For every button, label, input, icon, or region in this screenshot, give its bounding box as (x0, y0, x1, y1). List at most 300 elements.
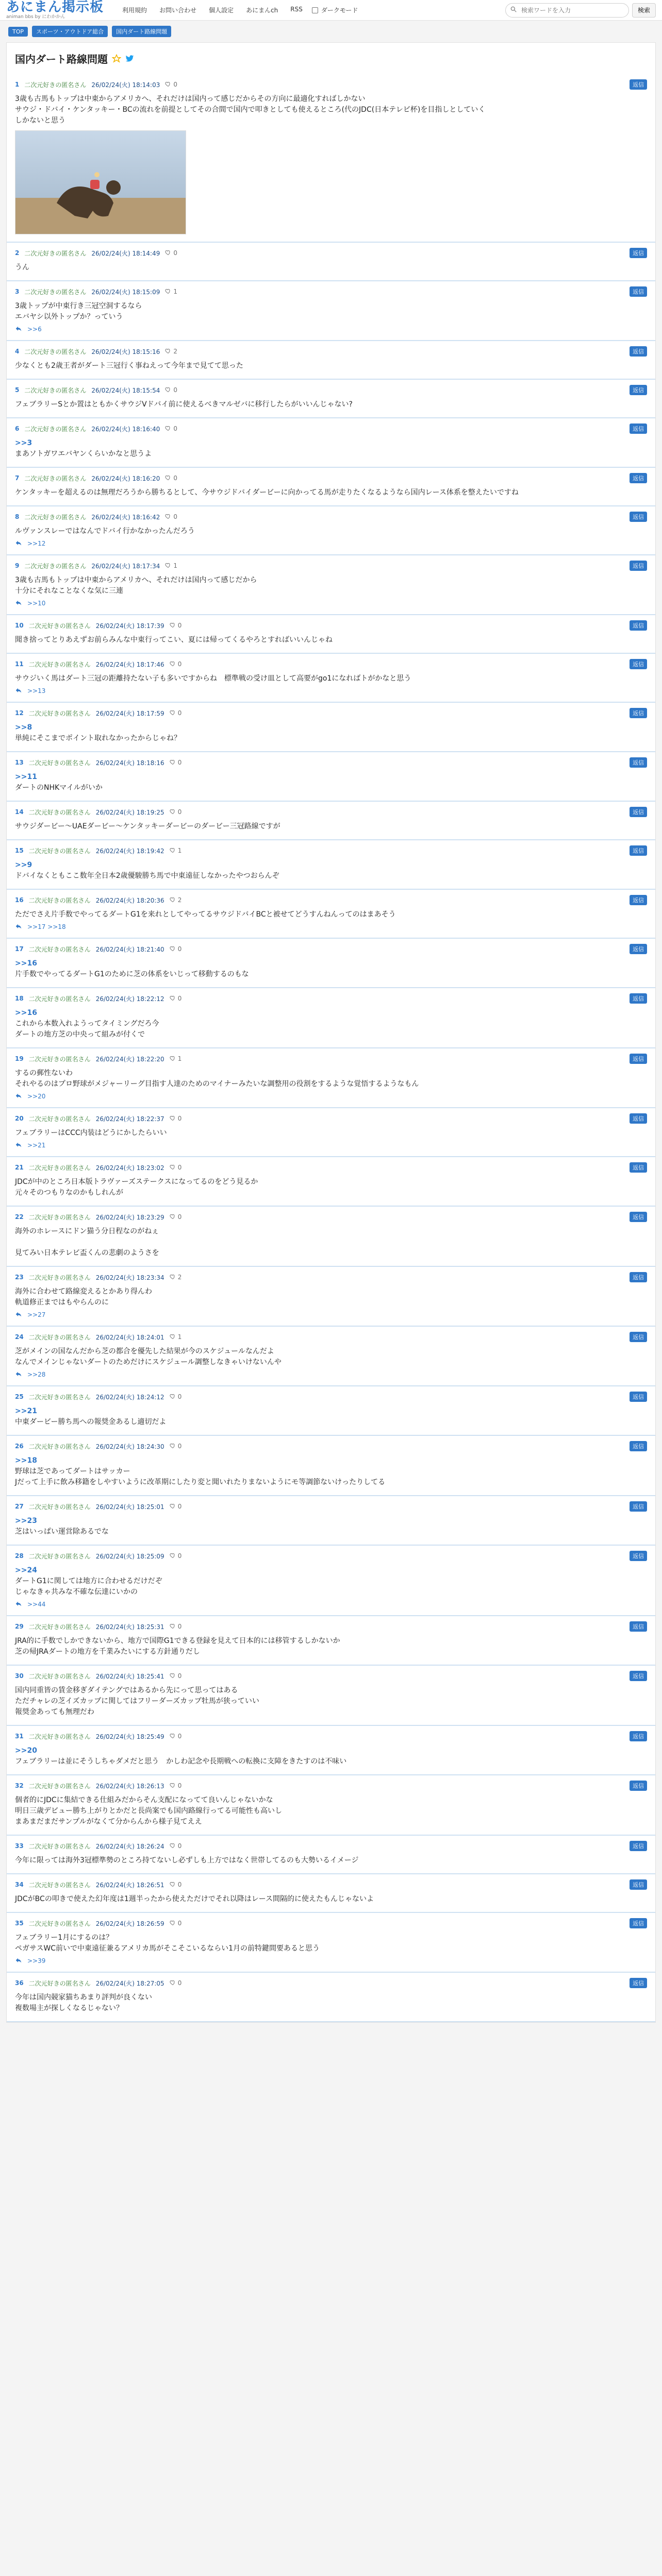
post-number[interactable]: 24 (15, 1333, 24, 1341)
post-text: 明日三歳デビュー勝ち上がりとかだと長尚案でも国内路線行ってる可能性も高いし (15, 1807, 282, 1815)
reply-area (630, 1978, 647, 1988)
post-list (7, 74, 655, 2022)
nav-settings[interactable]: 個人設定 (209, 7, 234, 14)
post (7, 468, 655, 506)
post-body (15, 301, 647, 323)
like-count: 0 (177, 1672, 182, 1680)
reply-button[interactable]: 返信 (630, 807, 647, 817)
post-number[interactable]: 23 (15, 1274, 24, 1281)
like-button[interactable] (170, 1552, 182, 1560)
post-number[interactable]: 15 (15, 847, 24, 854)
breadcrumb-top[interactable]: TOP (8, 27, 28, 37)
anchor-link[interactable]: >>8 (15, 723, 32, 732)
like-count: 1 (173, 288, 177, 295)
post-author: 二次元好きの匿名さん (28, 709, 91, 717)
post-header (15, 1731, 647, 1741)
like-button[interactable] (165, 348, 177, 355)
logo-subtext: animan bbs by にわかかん (6, 14, 65, 20)
reply-area (630, 1162, 647, 1173)
heart-icon (165, 386, 171, 394)
like-button[interactable] (170, 759, 182, 767)
post-date: 26/02/24(火) 18:26:59 (95, 1920, 164, 1927)
reply-button[interactable]: 返信 (630, 993, 647, 1004)
reply-button[interactable]: 返信 (630, 473, 647, 483)
post-header (15, 1621, 647, 1632)
post-author: 二次元好きの匿名さん (28, 1672, 91, 1680)
reply-button[interactable]: 返信 (630, 1879, 647, 1890)
reply-button[interactable]: 返信 (630, 423, 647, 434)
post (7, 243, 655, 281)
like-button[interactable] (170, 1164, 182, 1172)
reply-button[interactable]: 返信 (630, 346, 647, 357)
post-number[interactable]: 29 (15, 1623, 24, 1630)
reply-button[interactable]: 返信 (630, 1978, 647, 1988)
like-button[interactable] (170, 995, 182, 1003)
post (7, 1327, 655, 1386)
reply-button[interactable]: 返信 (630, 248, 647, 258)
post-number[interactable]: 20 (15, 1115, 24, 1122)
anchor-link[interactable]: >>16 (15, 1009, 37, 1017)
post-number[interactable]: 6 (15, 425, 20, 432)
post-author: 二次元好きの匿名さん (24, 249, 87, 257)
post-number[interactable]: 32 (15, 1782, 24, 1789)
reply-area (630, 659, 647, 669)
thread-container (6, 42, 656, 2023)
reply-button[interactable]: 返信 (630, 512, 647, 522)
post-date: 26/02/24(火) 18:22:37 (95, 1115, 164, 1123)
post-body (15, 1008, 647, 1040)
post-author: 二次元好きの匿名さん (28, 808, 91, 816)
heart-icon (165, 562, 171, 570)
reply-button[interactable]: 返信 (630, 659, 647, 669)
like-button[interactable] (170, 896, 182, 904)
like-button[interactable] (170, 945, 182, 953)
post-header (15, 1054, 647, 1064)
reply-button[interactable]: 返信 (630, 1162, 647, 1173)
search-input[interactable] (520, 6, 624, 14)
reply-button[interactable]: 返信 (630, 1841, 647, 1851)
post-number[interactable]: 12 (15, 709, 24, 717)
post-text: まあまだまだサンプルがなくて分からんから様子見てええ (15, 1818, 202, 1826)
reply-button[interactable]: 返信 (630, 895, 647, 905)
post-number[interactable]: 28 (15, 1552, 24, 1560)
reply-area (630, 385, 647, 395)
post-author: 二次元好きの匿名さん (24, 288, 87, 296)
reply-button[interactable]: 返信 (630, 1054, 647, 1064)
post-number[interactable]: 25 (15, 1393, 24, 1400)
post-author: 二次元好きの匿名さん (28, 1920, 91, 1927)
reply-links (15, 1093, 647, 1100)
reply-button[interactable]: 返信 (630, 1501, 647, 1512)
reply-anchors[interactable]: >>10 (27, 600, 46, 607)
post-header (15, 757, 647, 768)
reply-anchors[interactable]: >>17 >>18 (27, 923, 66, 930)
post-date: 26/02/24(火) 18:19:42 (95, 847, 164, 855)
post-header (15, 1332, 647, 1342)
post (7, 1836, 655, 1874)
anchor-link[interactable]: >>11 (15, 773, 37, 781)
reply-button[interactable]: 返信 (630, 561, 647, 571)
post-date: 26/02/24(火) 18:15:09 (91, 288, 160, 296)
post-date: 26/02/24(火) 18:16:42 (91, 513, 160, 521)
like-button[interactable] (165, 562, 177, 570)
heart-icon (170, 1164, 176, 1172)
reply-area (630, 1841, 647, 1851)
post-number[interactable]: 18 (15, 995, 24, 1002)
like-count: 0 (177, 1115, 182, 1122)
post-text: フェブラリー1月にするのは？ (15, 1934, 113, 1942)
heart-icon (165, 513, 171, 521)
post-number[interactable]: 21 (15, 1164, 24, 1171)
post-date: 26/02/24(火) 18:21:40 (95, 945, 164, 953)
post-number[interactable]: 2 (15, 249, 20, 257)
like-button[interactable] (165, 474, 177, 482)
post-header (15, 512, 647, 522)
post-number[interactable]: 16 (15, 896, 24, 904)
post-date: 26/02/24(火) 18:23:02 (95, 1164, 164, 1172)
reply-button[interactable]: 返信 (630, 1272, 647, 1282)
reply-area (630, 286, 647, 297)
post-body (15, 1128, 647, 1139)
post-header (15, 1441, 647, 1451)
like-button[interactable] (165, 288, 177, 296)
post-author: 二次元好きの匿名さん (28, 1213, 91, 1221)
reply-button[interactable]: 返信 (630, 1671, 647, 1681)
post-number[interactable]: 3 (15, 288, 20, 295)
reply-arrow-icon (15, 1601, 22, 1608)
post-number[interactable]: 27 (15, 1503, 24, 1510)
post-text: ただでさえ片手数でやってるダートG1を来れとしてやってるサウジドバイBCと被せてどうすんねんってのはまあそう (15, 910, 396, 919)
post-number[interactable]: 30 (15, 1672, 24, 1680)
page-title: 国内ダート路線問題 (15, 53, 108, 65)
post (7, 1108, 655, 1157)
post (7, 1616, 655, 1666)
post-text: フェブラリーSとか置はともかくサウジVドバイ前に使えるべきマルゼバに移行したらがいいんじゃない? (15, 400, 353, 409)
like-button[interactable] (170, 1881, 182, 1889)
anchor-link[interactable]: >>16 (15, 959, 37, 968)
reply-button[interactable]: 返信 (630, 1781, 647, 1791)
post-body (15, 1565, 647, 1598)
heart-icon (170, 759, 176, 767)
post-number[interactable]: 36 (15, 1979, 24, 1987)
post-author: 二次元好きの匿名さん (28, 622, 91, 630)
like-count: 1 (177, 1333, 182, 1341)
post-body (15, 958, 647, 980)
reply-button[interactable]: 返信 (630, 1441, 647, 1451)
post-author: 二次元好きの匿名さん (24, 81, 87, 89)
reply-area (630, 1879, 647, 1890)
reply-anchors[interactable]: >>39 (27, 1957, 46, 1964)
post-text: 芝はいっぱい運営除あるでな (15, 1528, 109, 1536)
post-number[interactable]: 7 (15, 474, 20, 482)
post-number[interactable]: 35 (15, 1920, 24, 1927)
anchor-link[interactable]: >>23 (15, 1517, 37, 1525)
reply-button[interactable]: 返信 (630, 1621, 647, 1632)
post-author: 二次元好きの匿名さん (28, 1623, 91, 1631)
post (7, 988, 655, 1048)
like-count: 0 (177, 622, 182, 629)
post-header (15, 473, 647, 483)
like-button[interactable] (170, 1672, 182, 1680)
post (7, 1386, 655, 1436)
thread-header (7, 43, 655, 74)
like-button[interactable] (165, 249, 177, 257)
post-text: これから本数入れようってタイミングだろ今 (15, 1020, 159, 1028)
nav-animanch[interactable]: あにまんch (246, 7, 278, 14)
anchor-link[interactable]: >>21 (15, 1407, 37, 1415)
reply-arrow-icon (15, 1311, 22, 1318)
post-number[interactable]: 13 (15, 759, 24, 766)
reply-button[interactable]: 返信 (630, 1212, 647, 1222)
reply-button[interactable]: 返信 (630, 1392, 647, 1402)
like-count: 2 (173, 348, 177, 355)
reply-arrow-icon (15, 1093, 22, 1100)
post-date: 26/02/24(火) 18:26:51 (95, 1881, 164, 1889)
reply-area (630, 561, 647, 571)
post-text: 野球は芝であってダートはサッカー (15, 1467, 130, 1476)
like-button[interactable] (170, 660, 182, 668)
post-body (15, 526, 647, 537)
reply-anchors[interactable]: >>27 (27, 1311, 46, 1318)
post-body (15, 1177, 647, 1198)
reply-button[interactable]: 返信 (630, 708, 647, 718)
post-text: フェブラリーはCCC内装はどうにかしたらいい (15, 1129, 167, 1137)
like-button[interactable] (170, 1443, 182, 1450)
post-date: 26/02/24(火) 18:25:49 (95, 1733, 164, 1740)
nav-rss[interactable]: RSS (290, 6, 303, 13)
post-header (15, 423, 647, 434)
like-button[interactable] (170, 1623, 182, 1631)
anchor-link[interactable]: >>18 (15, 1456, 37, 1465)
post-text: しかないと思う (15, 116, 65, 125)
post-date: 26/02/24(火) 18:22:12 (95, 995, 164, 1003)
like-button[interactable] (170, 1920, 182, 1927)
post-author: 二次元好きの匿名さん (28, 1055, 91, 1063)
reply-button[interactable]: 返信 (630, 1332, 647, 1342)
reply-area (630, 944, 647, 954)
post-author: 二次元好きの匿名さん (28, 847, 91, 855)
post-body (15, 438, 647, 460)
reply-anchors[interactable]: >>6 (27, 326, 42, 333)
reply-button[interactable]: 返信 (630, 1113, 647, 1124)
reply-button[interactable]: 返信 (630, 1918, 647, 1928)
like-button[interactable] (170, 1274, 182, 1281)
post (7, 615, 655, 654)
post-number[interactable]: 5 (15, 386, 20, 394)
like-button[interactable] (170, 1979, 182, 1987)
anchor-link[interactable]: >>3 (15, 439, 32, 447)
post-number[interactable]: 14 (15, 808, 24, 816)
reply-button[interactable]: 返信 (630, 286, 647, 297)
like-button[interactable] (170, 1055, 182, 1063)
post-text: エバヤシ以外トップか？っていう (15, 313, 123, 321)
nav-contact[interactable]: お問い合わせ (159, 7, 197, 14)
reply-links (15, 1957, 647, 1964)
reply-arrow-icon (15, 1371, 22, 1378)
star-icon[interactable] (112, 54, 121, 63)
reply-button[interactable]: 返信 (630, 1731, 647, 1741)
post (7, 1874, 655, 1913)
post-author: 二次元好きの匿名さん (28, 1274, 91, 1281)
post-author: 二次元好きの匿名さん (28, 1393, 91, 1401)
post-text: ただチャレの芝イズカップに関してはフリーダーズカップ牡馬が狭っていい (15, 1697, 259, 1705)
anchor-link[interactable]: >>24 (15, 1566, 37, 1574)
post-text: するの郵性ないわ (15, 1069, 73, 1077)
like-button[interactable] (165, 425, 177, 433)
post-date: 26/02/24(火) 18:17:46 (95, 660, 164, 668)
like-button[interactable] (165, 386, 177, 394)
like-button[interactable] (170, 1733, 182, 1740)
reply-anchors[interactable]: >>13 (27, 687, 46, 694)
post-number[interactable]: 19 (15, 1055, 24, 1062)
like-count: 0 (177, 808, 182, 816)
like-button[interactable] (170, 1503, 182, 1511)
like-button[interactable] (170, 1333, 182, 1341)
post-text: 今年は国内競家猫ちあまり評判が良くない (15, 1993, 152, 2002)
post-body (15, 772, 647, 793)
like-count: 0 (177, 709, 182, 717)
post (7, 1157, 655, 1207)
reply-area (630, 1501, 647, 1512)
like-count: 0 (173, 249, 177, 257)
post-date: 26/02/24(火) 18:25:41 (95, 1672, 164, 1680)
post-body (15, 1795, 647, 1827)
post-header (15, 807, 647, 817)
post-header (15, 659, 647, 669)
reply-button[interactable]: 返信 (630, 1551, 647, 1561)
like-count: 0 (177, 1782, 182, 1789)
post-author: 二次元好きの匿名さん (28, 660, 91, 668)
reply-button[interactable]: 返信 (630, 620, 647, 631)
reply-button[interactable]: 返信 (630, 385, 647, 395)
post-text: 国内同重皆の賃金移ぎダイテングではあるから先にって思ってはある (15, 1686, 238, 1694)
post-number[interactable]: 17 (15, 945, 24, 953)
reply-links (15, 923, 647, 930)
reply-anchors[interactable]: >>12 (27, 540, 46, 547)
post-author: 二次元好きの匿名さん (28, 896, 91, 904)
post-number[interactable]: 8 (15, 513, 20, 520)
share-bird-icon[interactable] (125, 54, 135, 63)
post-author: 二次元好きの匿名さん (28, 995, 91, 1003)
breadcrumb-thread[interactable]: 国内ダート路線問題 (112, 26, 171, 37)
reply-anchors[interactable]: >>44 (27, 1601, 46, 1608)
like-count: 2 (177, 1274, 182, 1281)
heart-icon (170, 995, 176, 1003)
post-date: 26/02/24(火) 18:22:20 (95, 1055, 164, 1063)
reply-links (15, 540, 647, 547)
post-author: 二次元好きの匿名さん (28, 1782, 91, 1790)
post (7, 506, 655, 555)
post-header (15, 1501, 647, 1512)
like-button[interactable] (170, 1115, 182, 1123)
like-button[interactable] (170, 808, 182, 816)
search-field[interactable] (505, 3, 629, 18)
post (7, 1436, 655, 1496)
post-text: 3歳も古馬もトップは中東からアメリカへ、それだけは国内って感じだから (15, 576, 257, 584)
post-header (15, 944, 647, 954)
post-number[interactable]: 4 (15, 348, 20, 355)
search-area (505, 3, 656, 18)
post-number[interactable]: 34 (15, 1881, 24, 1888)
heart-icon (170, 1881, 176, 1889)
post (7, 1775, 655, 1836)
post-body (15, 1933, 647, 1954)
like-button[interactable] (165, 81, 177, 89)
like-button[interactable] (170, 1842, 182, 1850)
post-date: 26/02/24(火) 18:24:12 (95, 1393, 164, 1401)
like-button[interactable] (170, 1782, 182, 1790)
post-number[interactable]: 9 (15, 562, 20, 569)
post-number[interactable]: 11 (15, 660, 24, 668)
site-logo[interactable] (6, 1, 104, 20)
post-date: 26/02/24(火) 18:26:24 (95, 1842, 164, 1850)
post-author: 二次元好きの匿名さん (28, 1842, 91, 1850)
post-author: 二次元好きの匿名さん (28, 945, 91, 953)
post-author: 二次元好きの匿名さん (28, 1443, 91, 1450)
heart-icon (170, 945, 176, 953)
heart-icon (170, 1393, 176, 1401)
like-button[interactable] (170, 847, 182, 855)
like-button[interactable] (170, 622, 182, 630)
reply-anchors[interactable]: >>21 (27, 1142, 46, 1149)
reply-button[interactable]: 返信 (630, 845, 647, 856)
reply-area (630, 1551, 647, 1561)
post-number[interactable]: 22 (15, 1213, 24, 1221)
reply-button[interactable]: 返信 (630, 79, 647, 90)
post-header (15, 1212, 647, 1222)
post-header (15, 1162, 647, 1173)
reply-links (15, 1601, 647, 1608)
dark-mode-toggle[interactable] (312, 6, 358, 14)
like-count: 2 (177, 896, 182, 904)
post-number[interactable]: 1 (15, 81, 20, 88)
breadcrumb-category[interactable]: スポーツ・アウトドア総合 (32, 26, 108, 37)
reply-area (630, 1113, 647, 1124)
post-body (15, 1685, 647, 1718)
anchor-link[interactable]: >>20 (15, 1747, 37, 1755)
post-number[interactable]: 33 (15, 1842, 24, 1850)
post-number[interactable]: 26 (15, 1443, 24, 1450)
nav-terms[interactable]: 利用規約 (122, 7, 147, 14)
anchor-link[interactable]: >>9 (15, 861, 32, 869)
like-count: 0 (177, 1443, 182, 1450)
reply-anchors[interactable]: >>20 (27, 1093, 46, 1100)
post-author: 二次元好きの匿名さん (28, 1503, 91, 1511)
reply-anchors[interactable]: >>28 (27, 1371, 46, 1378)
post (7, 281, 655, 341)
like-button[interactable] (170, 1393, 182, 1401)
post-text: ダートのNHKマイルがいか (15, 784, 103, 792)
reply-area (630, 1918, 647, 1928)
post-number[interactable]: 10 (15, 622, 24, 629)
like-button[interactable] (170, 1213, 182, 1221)
reply-button[interactable]: 返信 (630, 944, 647, 954)
like-button[interactable] (165, 513, 177, 521)
heart-icon (165, 348, 171, 355)
reply-button[interactable]: 返信 (630, 757, 647, 768)
post-text: 芝の帰JRAダートの地方を千業みたいにする方針通りだし (15, 1648, 200, 1656)
post-number[interactable]: 31 (15, 1733, 24, 1740)
post-text: 単純にそこまでポイント取れなかったからじゃね？ (15, 734, 181, 742)
post-header (15, 1781, 647, 1791)
like-button[interactable] (170, 709, 182, 717)
post-body (15, 1068, 647, 1090)
reply-arrow-icon (15, 923, 22, 930)
post-date: 26/02/24(火) 18:18:16 (95, 759, 164, 767)
search-button[interactable]: 検索 (632, 3, 656, 18)
reply-area (630, 1212, 647, 1222)
reply-area (630, 1054, 647, 1064)
